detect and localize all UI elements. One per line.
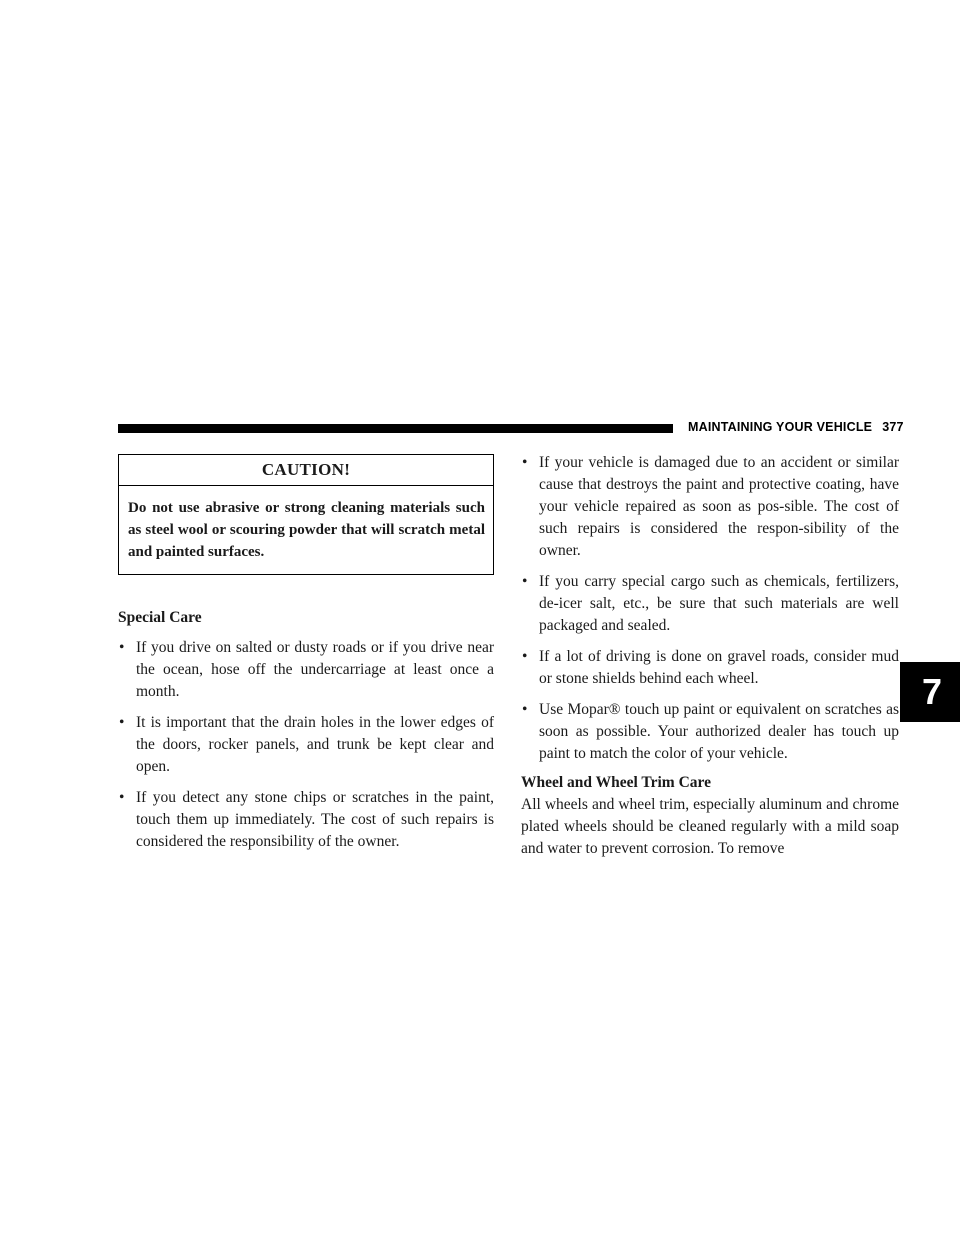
- caution-body: Do not use abrasive or strong cleaning materials such as steel wool or scouring powder that will scratch metal and painted surfaces.: [128, 500, 485, 560]
- list-item: [118, 712, 494, 778]
- left-column: [118, 454, 494, 862]
- bullet-icon: •: [119, 789, 125, 806]
- bullet-icon: •: [522, 573, 528, 590]
- list-item-text: If you detect any stone chips or scratches in the paint, touch them up immediately. The cost of such repairs is considered the responsibility of the owner.: [136, 789, 494, 850]
- page-number: 377: [882, 420, 904, 434]
- list-item-text: If you drive on salted or dusty roads or if you drive near the ocean, hose off the undercarriage at least once a month.: [136, 639, 494, 700]
- running-header: [688, 420, 904, 438]
- list-item: [118, 637, 494, 703]
- caution-title: CAUTION!: [119, 455, 493, 486]
- bullet-icon: •: [522, 454, 528, 471]
- list-item: [118, 787, 494, 853]
- list-item-text: If you carry special cargo such as chemicals, fertilizers, de-icer salt, etc., be sure that such materials are well packaged and sealed.: [539, 573, 899, 634]
- list-item: [521, 646, 899, 690]
- list-item-text: Use Mopar® touch up paint or equivalent on scratches as soon as possible. Your authorized dealer has touch up paint to match the color of your vehicle.: [539, 701, 899, 762]
- wheel-care-body: All wheels and wheel trim, especially aluminum and chrome plated wheels should be cleaned regularly with a mild soap and water to prevent corrosion. To remove: [521, 796, 899, 857]
- caution-box: [118, 454, 494, 575]
- special-care-list-left: [118, 637, 494, 853]
- header-rule: [118, 424, 673, 433]
- list-item-text: If your vehicle is damaged due to an accident or similar cause that destroys the paint and protective coating, have your vehicle repaired as soon as pos-sible. The cost of such repairs is considered the respon-sibility of the owner.: [539, 454, 899, 559]
- bullet-icon: •: [522, 701, 528, 718]
- section-title: MAINTAINING YOUR VEHICLE: [688, 420, 873, 434]
- list-item: [521, 452, 899, 562]
- chapter-tab: 7: [900, 662, 960, 722]
- bullet-icon: •: [119, 639, 125, 656]
- special-care-heading: Special Care: [118, 609, 202, 626]
- special-care-list-right: [521, 452, 899, 765]
- list-item: [521, 571, 899, 637]
- right-column: [521, 452, 899, 860]
- wheel-care-heading: Wheel and Wheel Trim Care: [521, 774, 712, 791]
- list-item-text: It is important that the drain holes in the lower edges of the doors, rocker panels, and trunk be kept clear and open.: [136, 714, 494, 775]
- bullet-icon: •: [119, 714, 125, 731]
- bullet-icon: •: [522, 648, 528, 665]
- list-item: [521, 699, 899, 765]
- list-item-text: If a lot of driving is done on gravel roads, consider mud or stone shields behind each wheel.: [539, 648, 899, 687]
